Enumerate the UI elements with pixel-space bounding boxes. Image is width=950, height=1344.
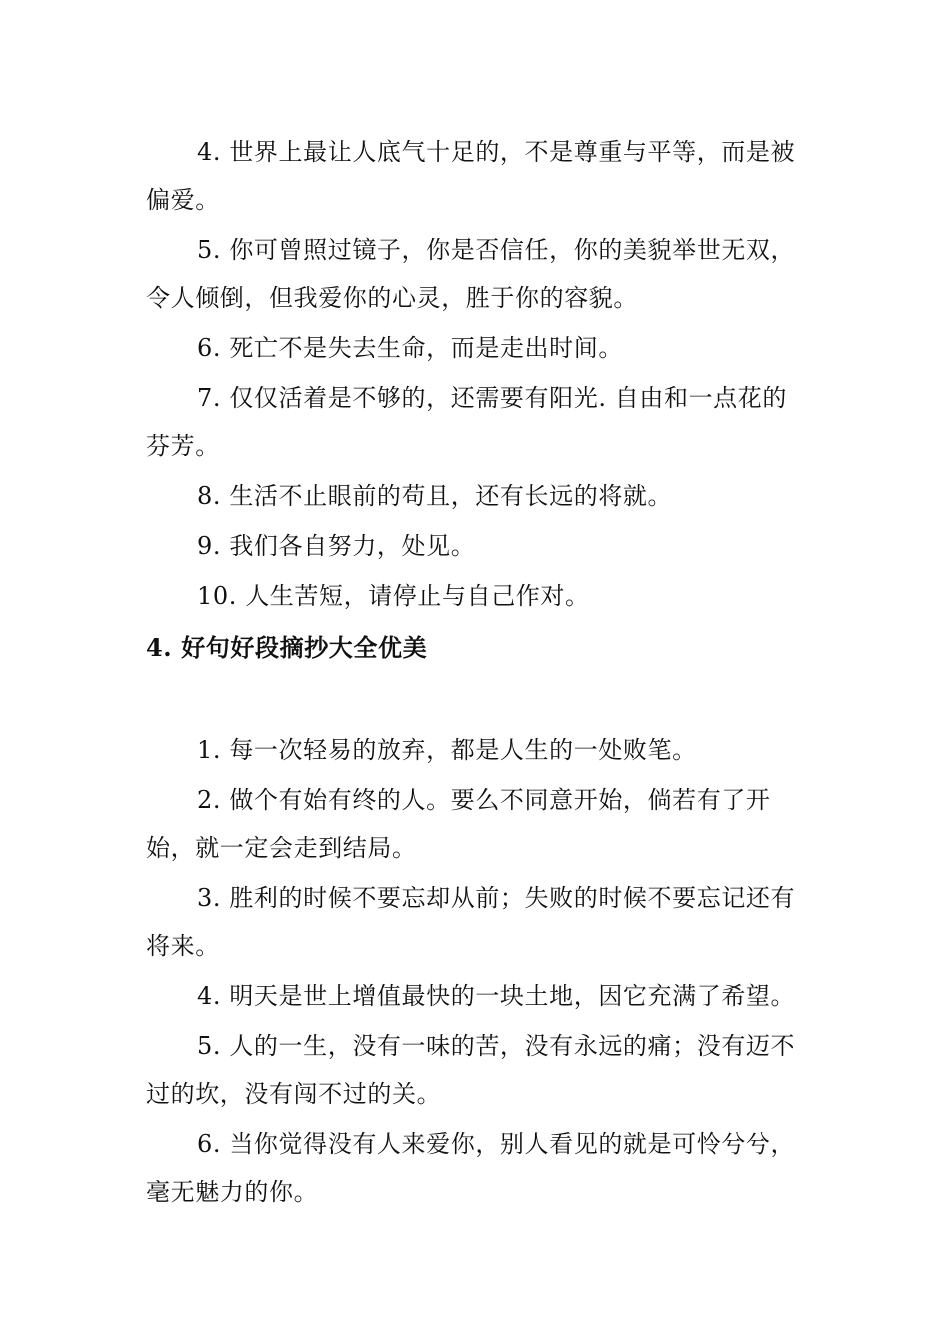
quote-item: 4. 世界上最让人底气十足的，不是尊重与平等，而是被偏爱。 — [146, 138, 796, 214]
section-heading: 4. 好句好段摘抄大全优美 — [146, 633, 428, 662]
quote-item: 3. 胜利的时候不要忘却从前；失败的时候不要忘记还有将来。 — [146, 884, 796, 960]
quote-item: 6. 死亡不是失去生命，而是走出时间。 — [197, 334, 623, 362]
quote-item: 4. 明天是世上增值最快的一块土地，因它充满了希望。 — [197, 982, 796, 1010]
quote-item: 5. 人的一生，没有一味的苦，没有永远的痛；没有迈不过的坎，没有闯不过的关。 — [146, 1032, 796, 1108]
quote-list-upper — [146, 128, 810, 622]
quote-item: 6. 当你觉得没有人来爱你，别人看见的就是可怜兮兮，毫无魅力的你。 — [146, 1130, 796, 1206]
quote-item: 9. 我们各自努力，处见。 — [197, 532, 476, 560]
quote-item: 1. 每一次轻易的放弃，都是人生的一处败笔。 — [197, 736, 697, 764]
quote-item: 2. 做个有始有终的人。要么不同意开始，倘若有了开始，就一定会走到结局。 — [146, 786, 771, 862]
quote-item: 8. 生活不止眼前的苟且，还有长远的将就。 — [197, 482, 673, 510]
quote-item: 10. 人生苦短，请停止与自己作对。 — [197, 582, 590, 610]
quote-list-lower — [146, 726, 810, 1218]
quote-item: 7. 仅仅活着是不够的，还需要有阳光. 自由和一点花的芬芳。 — [146, 384, 787, 460]
quote-item: 5. 你可曾照过镜子，你是否信任，你的美貌举世无双，令人倾倒，但我爱你的心灵，胜于你的容貌。 — [146, 236, 796, 312]
